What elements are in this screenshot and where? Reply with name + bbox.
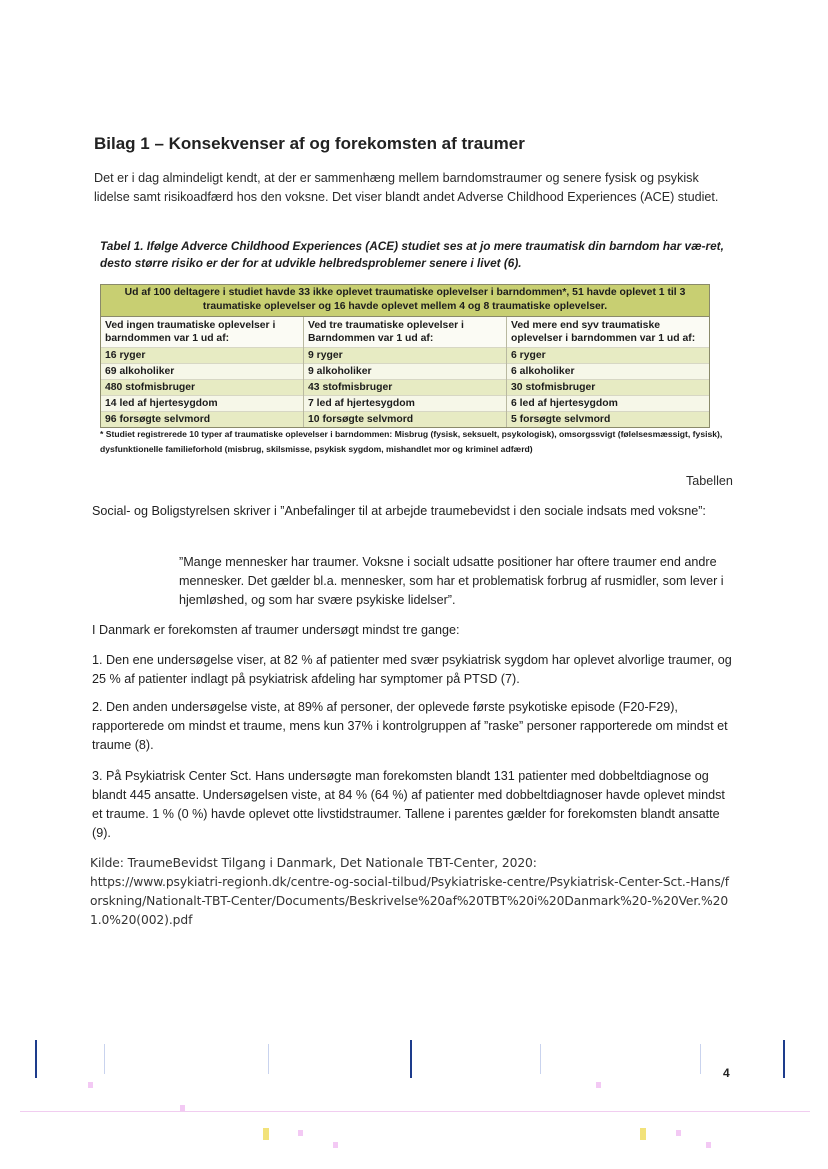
scan-dot (676, 1130, 681, 1136)
ace-cell: 16 ryger (101, 347, 303, 363)
page-number: 4 (723, 1066, 730, 1080)
ace-cell: 6 ryger (507, 347, 709, 363)
ace-table-columns (101, 317, 709, 427)
scan-dot (263, 1128, 269, 1140)
source-title: Kilde: TraumeBevidst Tilgang i Danmark, Det Nationale TBT-Center, 2020: (90, 856, 537, 870)
source-citation (90, 854, 730, 930)
ace-cell: 10 forsøgte selvmord (304, 411, 506, 427)
scan-mark-faint (700, 1044, 701, 1074)
scan-dot (596, 1082, 601, 1088)
scan-mark-right (783, 1040, 785, 1078)
social-intro-paragraph: Social- og Boligstyrelsen skriver i ”Anbefalinger til at arbejde traumebevidst i den sociale indsats med voksne”: (92, 504, 706, 518)
scan-dot (298, 1130, 303, 1136)
ace-column-none (101, 317, 303, 427)
scan-dot (88, 1082, 93, 1088)
source-url: https://www.psykiatri-regionh.dk/centre-og-social-tilbud/Psykiatriske-centre/Psykiatrisk-Center-Sct.-Hans/forskning/Nationalt-TBT-Center/Documents/Beskrivelse%20af%20TBT%20i%20Danmark%20-%20Ver.%201.0%20(002).pdf (90, 875, 729, 927)
ace-cell: 480 stofmisbruger (101, 379, 303, 395)
scan-dot (180, 1105, 185, 1111)
ace-cell: 30 stofmisbruger (507, 379, 709, 395)
ace-column-seven (506, 317, 709, 427)
study-1-paragraph: 1. Den ene undersøgelse viser, at 82 % af patienter med svær psykiatrisk sygdom har oplevet alvorlige traumer, og 25 % af patienter indlagt på psykiatrisk afdeling har symptomer på PTSD (7). (92, 653, 732, 686)
scan-mark-faint (104, 1044, 105, 1074)
study-3-paragraph: 3. På Psykiatrisk Center Sct. Hans undersøgte man forekomsten blandt 131 patienter med dobbeltdiagnose og blandt 445 ansatte. Undersøgelsen viste, at 84 % (64 %) af patienter med dobbeltdiagnoser havde oplevet mindst et traume. 1 % (0 %) havde oplevet otte livstidstraumer. Tallene i parentes gælder for forekomsten blandt ansatte (9). (92, 769, 725, 840)
ace-column-heading: Ved mere end syv traumatiske oplevelser i barndommen var 1 ud af: (507, 317, 709, 347)
ace-cell: 69 alkoholiker (101, 363, 303, 379)
ace-cell: 14 led af hjertesygdom (101, 395, 303, 411)
ace-cell: 6 alkoholiker (507, 363, 709, 379)
scan-mark-faint (268, 1044, 269, 1074)
scan-mark-faint (540, 1044, 541, 1074)
block-quote: ”Mange mennesker har traumer. Voksne i socialt udsatte positioner har oftere traumer end andre mennesker. Det gælder bl.a. mennesker, som har et problematisk forbrug af rusmidler, som lever i hjemløshed, og som har svære psykiske lidelser”. (179, 555, 724, 607)
ace-table (100, 284, 710, 428)
scan-mark-left (35, 1040, 37, 1078)
table-caption: Tabel 1. Ifølge Adverce Childhood Experiences (ACE) studiet ses at jo mere traumatisk din barndom har væ-ret, desto større risiko er der for at udvikle helbredsproblemer senere i livet (6). (100, 239, 724, 270)
scan-mark-center (410, 1040, 412, 1078)
ace-column-three (303, 317, 506, 427)
study-2-paragraph: 2. Den anden undersøgelse viste, at 89% af personer, der oplevede første psykotiske episode (F20-F29), rapporterede om mindst et traume, mens kun 37% i kontrolgruppen af ”raske” personer rapporterede om mindst et traume (8). (92, 700, 728, 752)
intro-paragraph: Det er i dag almindeligt kendt, at der er sammenhæng mellem barndomstraumer og senere fysisk og psykisk lidelse samt risikoadfærd hos den voksne. Det viser blandt andet Adverse Childhood Experiences (ACE) studiet. (94, 171, 719, 204)
ace-table-header: Ud af 100 deltagere i studiet havde 33 ikke oplevet traumatiske oplevelser i barndommen*, 51 havde oplevet 1 til 3 traumatiske oplevelser og 16 havde oplevet mellem 4 og 8 traumatiske oplevelser. (101, 285, 709, 317)
ace-cell: 5 forsøgte selvmord (507, 411, 709, 427)
scan-line (20, 1111, 810, 1112)
ace-cell: 9 alkoholiker (304, 363, 506, 379)
table-reference-label: Tabellen (686, 474, 733, 488)
ace-cell: 9 ryger (304, 347, 506, 363)
ace-cell: 7 led af hjertesygdom (304, 395, 506, 411)
denmark-intro-paragraph: I Danmark er forekomsten af traumer undersøgt mindst tre gange: (92, 623, 460, 637)
ace-column-heading: Ved tre traumatiske oplevelser i Barndommen var 1 ud af: (304, 317, 506, 347)
ace-cell: 6 led af hjertesygdom (507, 395, 709, 411)
scan-dot (333, 1142, 338, 1148)
table-footnote: * Studiet registrerede 10 typer af traumatiske oplevelser i barndommen: Misbrug (fysisk, seksuelt, psykologisk), omsorgssvigt (følelsesmæssigt, fysisk), dysfunktionelle familieforhold (misbrug, skilsmisse, psykisk sygdom, mishandlet mor og kriminel adfærd) (100, 429, 723, 454)
ace-cell: 96 forsøgte selvmord (101, 411, 303, 427)
scan-dot (706, 1142, 711, 1148)
ace-column-heading: Ved ingen traumatiske oplevelser i barndommen var 1 ud af: (101, 317, 303, 347)
page-heading: Bilag 1 – Konsekvenser af og forekomsten af traumer (94, 134, 525, 153)
ace-cell: 43 stofmisbruger (304, 379, 506, 395)
scan-dot (640, 1128, 646, 1140)
